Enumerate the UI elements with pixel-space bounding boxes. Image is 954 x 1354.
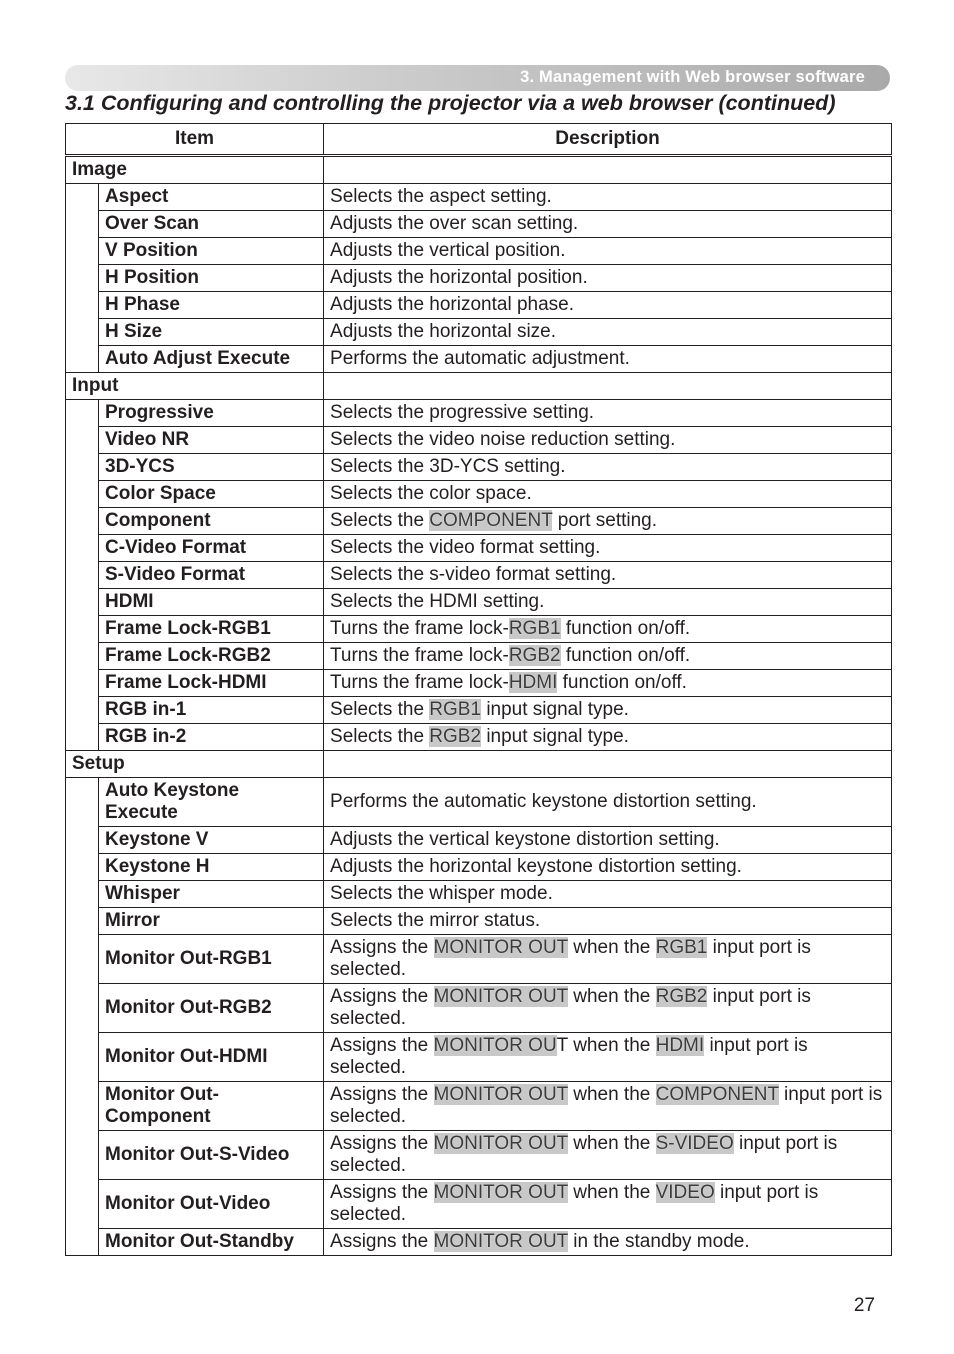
description-text: Performs the automatic adjustment. <box>330 348 630 369</box>
item-name: Progressive <box>99 400 324 427</box>
category-row-input <box>66 373 892 400</box>
item-description <box>324 827 892 854</box>
table-row <box>66 881 892 908</box>
table-row <box>66 854 892 881</box>
item-description <box>324 854 892 881</box>
item-name: Keystone V <box>99 827 324 854</box>
description-text: Performs the automatic keystone distortion setting. <box>330 791 757 812</box>
table-row <box>66 908 892 935</box>
description-text: Turns the frame lock- <box>330 672 509 693</box>
table-row <box>66 400 892 427</box>
table-row <box>66 454 892 481</box>
description-text: Assigns the <box>330 1182 434 1203</box>
item-description <box>324 184 892 211</box>
description-text: input port is selected. <box>330 1035 808 1078</box>
item-description <box>324 1082 892 1131</box>
table-row <box>66 643 892 670</box>
item-name: V Position <box>99 238 324 265</box>
description-text: when the <box>567 937 656 958</box>
description-text: Selects the 3D-YCS setting. <box>330 456 566 477</box>
item-description <box>324 292 892 319</box>
item-name: Monitor Out-S-Video <box>99 1131 324 1180</box>
description-text: in the standby mode. <box>567 1231 750 1252</box>
page-title: 3.1 Configuring and controlling the projector via a web browser (continued) <box>65 91 836 115</box>
item-name: Keystone H <box>99 854 324 881</box>
item-name: C-Video Format <box>99 535 324 562</box>
highlighted-term: MONITOR OUT <box>433 1084 568 1105</box>
category-label: Setup <box>66 751 324 778</box>
description-text: Selects the whisper mode. <box>330 883 553 904</box>
item-description <box>324 935 892 984</box>
item-description <box>324 427 892 454</box>
table-row <box>66 724 892 751</box>
highlighted-term: MONITOR OUT <box>433 1182 568 1203</box>
description-text: input signal type. <box>481 699 629 720</box>
item-name: RGB in-2 <box>99 724 324 751</box>
description-text: Assigns the <box>330 1035 434 1056</box>
item-description <box>324 211 892 238</box>
item-description <box>324 697 892 724</box>
highlighted-term: COMPONENT <box>655 1084 779 1105</box>
item-description <box>324 535 892 562</box>
highlighted-term: HDMI <box>655 1035 705 1056</box>
table-row <box>66 1082 892 1131</box>
item-description <box>324 1131 892 1180</box>
description-text: Selects the <box>330 699 430 720</box>
section-header-bar <box>65 65 890 91</box>
description-text: Adjusts the vertical keystone distortion setting. <box>330 829 720 850</box>
table-body <box>66 156 892 1256</box>
item-name: Auto Keystone Execute <box>99 778 324 827</box>
table-row <box>66 292 892 319</box>
table-row <box>66 184 892 211</box>
item-description <box>324 670 892 697</box>
item-name: HDMI <box>99 589 324 616</box>
item-description <box>324 1180 892 1229</box>
item-description <box>324 881 892 908</box>
table-row <box>66 1033 892 1082</box>
description-text: Adjusts the horizontal keystone distortion setting. <box>330 856 742 877</box>
table-row <box>66 265 892 292</box>
description-text: Selects the progressive setting. <box>330 402 595 423</box>
table-row <box>66 346 892 373</box>
item-name: Monitor Out-Standby <box>99 1229 324 1256</box>
category-row-setup <box>66 751 892 778</box>
table-row <box>66 984 892 1033</box>
table-row <box>66 535 892 562</box>
category-label: Image <box>66 156 324 184</box>
description-text: Turns the frame lock- <box>330 645 509 666</box>
page-number: 27 <box>853 1295 875 1316</box>
item-name: Monitor Out-RGB2 <box>99 984 324 1033</box>
item-name: Color Space <box>99 481 324 508</box>
table-row <box>66 616 892 643</box>
table-row <box>66 589 892 616</box>
item-name: Mirror <box>99 908 324 935</box>
description-text: Adjusts the horizontal size. <box>330 321 557 342</box>
description-text: Selects the color space. <box>330 483 532 504</box>
item-name: Frame Lock-RGB1 <box>99 616 324 643</box>
item-name: Auto Adjust Execute <box>99 346 324 373</box>
description-text: function on/off. <box>560 618 691 639</box>
item-name: Monitor Out-Component <box>99 1082 324 1131</box>
description-text: Adjusts the horizontal position. <box>330 267 588 288</box>
item-name: Monitor Out-HDMI <box>99 1033 324 1082</box>
description-text: Assigns the <box>330 986 434 1007</box>
item-description <box>324 643 892 670</box>
item-description <box>324 778 892 827</box>
item-description <box>324 908 892 935</box>
category-description-empty <box>324 751 892 778</box>
description-text: Assigns the <box>330 1231 434 1252</box>
item-name: RGB in-1 <box>99 697 324 724</box>
item-name: Monitor Out-RGB1 <box>99 935 324 984</box>
item-description <box>324 1229 892 1256</box>
description-text: Selects the s-video format setting. <box>330 564 617 585</box>
highlighted-term: RGB2 <box>429 726 482 747</box>
highlighted-term: VIDEO <box>655 1182 715 1203</box>
highlighted-term: RGB1 <box>429 699 482 720</box>
item-description <box>324 346 892 373</box>
highlighted-term: S-VIDEO <box>655 1133 734 1154</box>
table-row <box>66 670 892 697</box>
table-header-row <box>66 124 892 156</box>
description-text: function on/off. <box>560 645 691 666</box>
table-row <box>66 697 892 724</box>
item-description <box>324 454 892 481</box>
description-text: when the <box>567 986 656 1007</box>
description-text: input signal type. <box>481 726 629 747</box>
table-row <box>66 827 892 854</box>
description-text: Adjusts the vertical position. <box>330 240 566 261</box>
highlighted-term: COMPONENT <box>429 510 553 531</box>
table-row <box>66 562 892 589</box>
description-text: T when the <box>556 1035 656 1056</box>
description-text: input port is selected. <box>330 1182 819 1225</box>
item-description <box>324 616 892 643</box>
description-text: Selects the <box>330 510 430 531</box>
highlighted-term: MONITOR OUT <box>433 937 568 958</box>
table-row <box>66 1229 892 1256</box>
item-name: H Phase <box>99 292 324 319</box>
item-name: Over Scan <box>99 211 324 238</box>
item-name: Frame Lock-RGB2 <box>99 643 324 670</box>
highlighted-term: HDMI <box>508 672 558 693</box>
description-text: when the <box>567 1182 656 1203</box>
highlighted-term: RGB2 <box>655 986 708 1007</box>
description-text: Turns the frame lock- <box>330 618 509 639</box>
description-text: Selects the HDMI setting. <box>330 591 545 612</box>
column-header-description: Description <box>324 124 892 156</box>
item-description <box>324 400 892 427</box>
item-description <box>324 589 892 616</box>
item-description <box>324 238 892 265</box>
indent-cell <box>66 184 99 373</box>
item-name: Whisper <box>99 881 324 908</box>
table-row <box>66 238 892 265</box>
highlighted-term: MONITOR OUT <box>433 986 568 1007</box>
description-text: input port is selected. <box>330 986 811 1029</box>
description-text: function on/off. <box>557 672 687 693</box>
item-name: H Position <box>99 265 324 292</box>
item-description <box>324 562 892 589</box>
description-text: Adjusts the horizontal phase. <box>330 294 575 315</box>
description-text: when the <box>567 1084 656 1105</box>
settings-table <box>65 123 892 1256</box>
item-name: S-Video Format <box>99 562 324 589</box>
table-row <box>66 427 892 454</box>
table-row <box>66 481 892 508</box>
table-row <box>66 935 892 984</box>
item-description <box>324 319 892 346</box>
highlighted-term: RGB1 <box>508 618 561 639</box>
item-name: Monitor Out-Video <box>99 1180 324 1229</box>
item-name: H Size <box>99 319 324 346</box>
description-text: Assigns the <box>330 1133 434 1154</box>
description-text: Assigns the <box>330 937 434 958</box>
item-description <box>324 984 892 1033</box>
description-text: when the <box>567 1133 656 1154</box>
description-text: Adjusts the over scan setting. <box>330 213 579 234</box>
item-description <box>324 508 892 535</box>
table-row <box>66 319 892 346</box>
item-description <box>324 1033 892 1082</box>
highlighted-term: RGB2 <box>508 645 561 666</box>
description-text: Selects the aspect setting. <box>330 186 552 207</box>
indent-cell <box>66 400 99 751</box>
item-name: Component <box>99 508 324 535</box>
item-description <box>324 265 892 292</box>
description-text: input port is selected. <box>330 937 811 980</box>
category-row-image <box>66 156 892 184</box>
table-row <box>66 1131 892 1180</box>
description-text: input port is selected. <box>330 1084 883 1127</box>
indent-cell <box>66 778 99 1256</box>
category-description-empty <box>324 373 892 400</box>
description-text: Selects the <box>330 726 430 747</box>
item-name: 3D-YCS <box>99 454 324 481</box>
section-header-text: 3. Management with Web browser software <box>520 68 865 86</box>
highlighted-term: MONITOR OUT <box>433 1133 568 1154</box>
description-text: port setting. <box>552 510 658 531</box>
description-text: Selects the video noise reduction setting. <box>330 429 676 450</box>
table-row <box>66 1180 892 1229</box>
item-name: Frame Lock-HDMI <box>99 670 324 697</box>
category-description-empty <box>324 156 892 184</box>
highlighted-term: MONITOR OU <box>433 1035 557 1056</box>
item-name: Video NR <box>99 427 324 454</box>
highlighted-term: MONITOR OUT <box>433 1231 568 1252</box>
description-text: Selects the mirror status. <box>330 910 541 931</box>
item-name: Aspect <box>99 184 324 211</box>
category-label: Input <box>66 373 324 400</box>
description-text: input port is selected. <box>330 1133 838 1176</box>
table-row <box>66 211 892 238</box>
column-header-item: Item <box>66 124 324 156</box>
item-description <box>324 481 892 508</box>
table-row <box>66 778 892 827</box>
highlighted-term: RGB1 <box>655 937 708 958</box>
description-text: Assigns the <box>330 1084 434 1105</box>
item-description <box>324 724 892 751</box>
description-text: Selects the video format setting. <box>330 537 601 558</box>
table-row <box>66 508 892 535</box>
